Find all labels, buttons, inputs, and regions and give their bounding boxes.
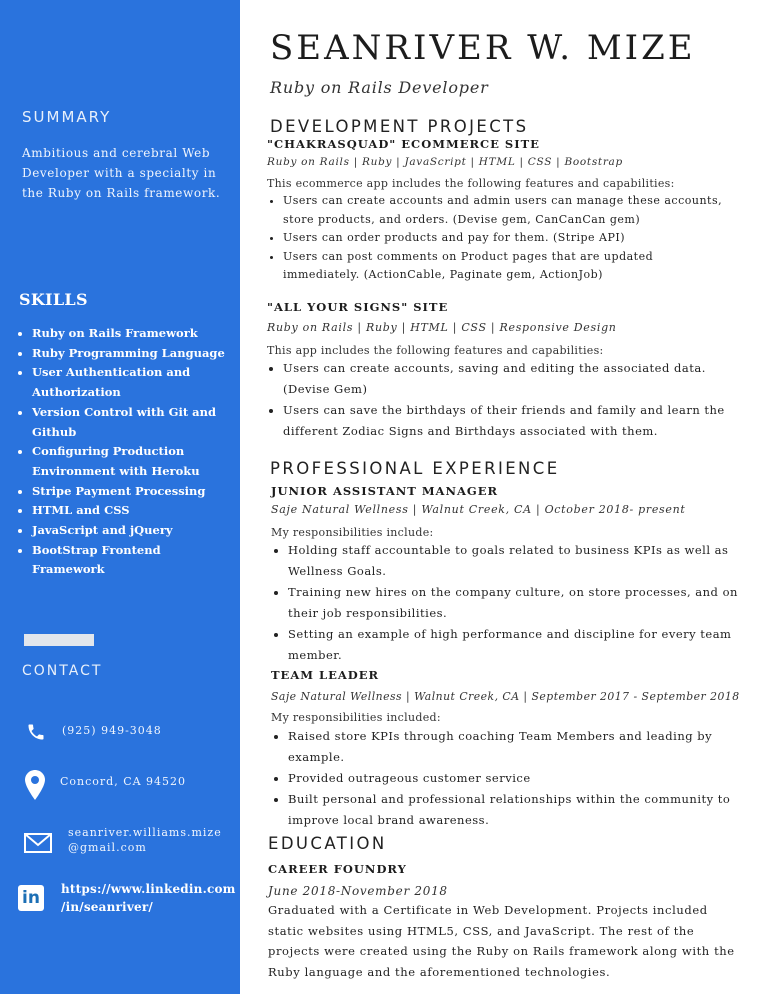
- bullet-item: • Holding staff accountable to goals related to business KPIs as well as Wellness Goals.: [288, 540, 754, 582]
- skill-item: • BootStrap Frontend Framework: [32, 541, 237, 580]
- bullet-item: • Users can create accounts and admin users can manage these accounts, store products, and orders. (Devise gem, CanCanCan gem): [283, 192, 723, 229]
- location-pin-icon: [25, 770, 45, 800]
- job-title: TEAM LEADER: [271, 668, 380, 682]
- skill-item: • Version Control with Git and Github: [32, 403, 237, 442]
- project-stack: Ruby on Rails | Ruby | HTML | CSS | Responsive Design: [267, 321, 617, 334]
- job-employer: Saje Natural Wellness | Walnut Creek, CA | September 2017 - September 2018: [271, 690, 740, 703]
- sidebar: [0, 0, 240, 994]
- bullet-item: • Users can post comments on Product pages that are updated immediately. (ActionCable, Paginate gem, ActionJob): [283, 248, 723, 285]
- contact-phone: (925) 949-3048: [62, 724, 162, 737]
- bullet-item: • Built personal and professional relationships within the community to improve local brand awareness.: [288, 789, 754, 831]
- contact-email-line1[interactable]: seanriver.williams.mize: [68, 826, 222, 839]
- project-bullets: [267, 358, 743, 442]
- skill-item: • HTML and CSS: [32, 501, 237, 521]
- main-content: [240, 0, 768, 994]
- job-intro: My responsibilities included:: [271, 711, 441, 724]
- education-dates: June 2018-November 2018: [268, 884, 448, 898]
- project-title: "ALL YOUR SIGNS" SITE: [267, 300, 449, 314]
- linkedin-icon: in: [18, 885, 44, 911]
- candidate-role: Ruby on Rails Developer: [270, 78, 489, 97]
- skill-item: • Configuring Production Environment with Heroku: [32, 442, 237, 481]
- phone-icon: [26, 722, 46, 742]
- bullet-item: • Users can create accounts, saving and editing the associated data. (Devise Gem): [283, 358, 743, 400]
- job-employer: Saje Natural Wellness | Walnut Creek, CA | October 2018- present: [271, 503, 686, 516]
- contact-email-line2[interactable]: @gmail.com: [68, 841, 147, 854]
- email-icon: [24, 833, 52, 853]
- education-heading: EDUCATION: [268, 834, 387, 853]
- job-bullets: [272, 726, 754, 831]
- contact-heading: CONTACT: [22, 663, 103, 679]
- project-intro: This ecommerce app includes the following features and capabilities:: [267, 177, 675, 190]
- skills-list: [18, 324, 237, 580]
- projects-heading: DEVELOPMENT PROJECTS: [270, 117, 529, 136]
- job-title: JUNIOR ASSISTANT MANAGER: [271, 484, 499, 498]
- bullet-item: • Users can save the birthdays of their friends and family and learn the different Zodiac Signs and Birthdays associated with them.: [283, 400, 743, 442]
- project-bullets: [267, 192, 723, 285]
- bullet-item: • Provided outrageous customer service: [288, 768, 754, 789]
- school-name: CAREER FOUNDRY: [268, 862, 407, 876]
- experience-heading: PROFESSIONAL EXPERIENCE: [270, 459, 560, 478]
- skill-item: • JavaScript and jQuery: [32, 521, 237, 541]
- contact-linkedin-line2[interactable]: /in/seanriver/: [61, 900, 153, 914]
- contact-location: Concord, CA 94520: [60, 775, 187, 788]
- summary-heading: SUMMARY: [22, 108, 112, 126]
- contact-linkedin-line1[interactable]: https://www.linkedin.com: [61, 882, 236, 896]
- skill-item: • Ruby Programming Language: [32, 344, 237, 364]
- skill-item: • User Authentication and Authorization: [32, 363, 237, 402]
- bullet-item: • Raised store KPIs through coaching Team Members and leading by example.: [288, 726, 754, 768]
- education-description: Graduated with a Certificate in Web Development. Projects included static websites using HTML5, CSS, and JavaScript. The rest of the projects were created using the Ruby on Rails framework along with the Ruby language and the aforementioned technologies.: [268, 903, 735, 979]
- project-stack: Ruby on Rails | Ruby | JavaScript | HTML | CSS | Bootstrap: [267, 156, 623, 168]
- skills-heading: SKILLS: [19, 290, 88, 309]
- project-intro: This app includes the following features and capabilities:: [267, 344, 604, 357]
- job-intro: My responsibilities include:: [271, 526, 434, 539]
- summary-text: Ambitious and cerebral Web Developer with a specialty in the Ruby on Rails framework.: [22, 146, 221, 200]
- skill-item: • Stripe Payment Processing: [32, 482, 237, 502]
- project-title: "CHAKRASQUAD" ECOMMERCE SITE: [267, 137, 540, 151]
- divider-bar: [24, 634, 94, 646]
- candidate-name: SEANRIVER W. MIZE: [270, 28, 696, 68]
- bullet-item: • Training new hires on the company culture, on store processes, and on their job responsibilities.: [288, 582, 754, 624]
- bullet-item: • Setting an example of high performance and discipline for every team member.: [288, 624, 754, 666]
- bullet-item: • Users can order products and pay for them. (Stripe API): [283, 229, 723, 248]
- skill-item: • Ruby on Rails Framework: [32, 324, 237, 344]
- job-bullets: [272, 540, 754, 666]
